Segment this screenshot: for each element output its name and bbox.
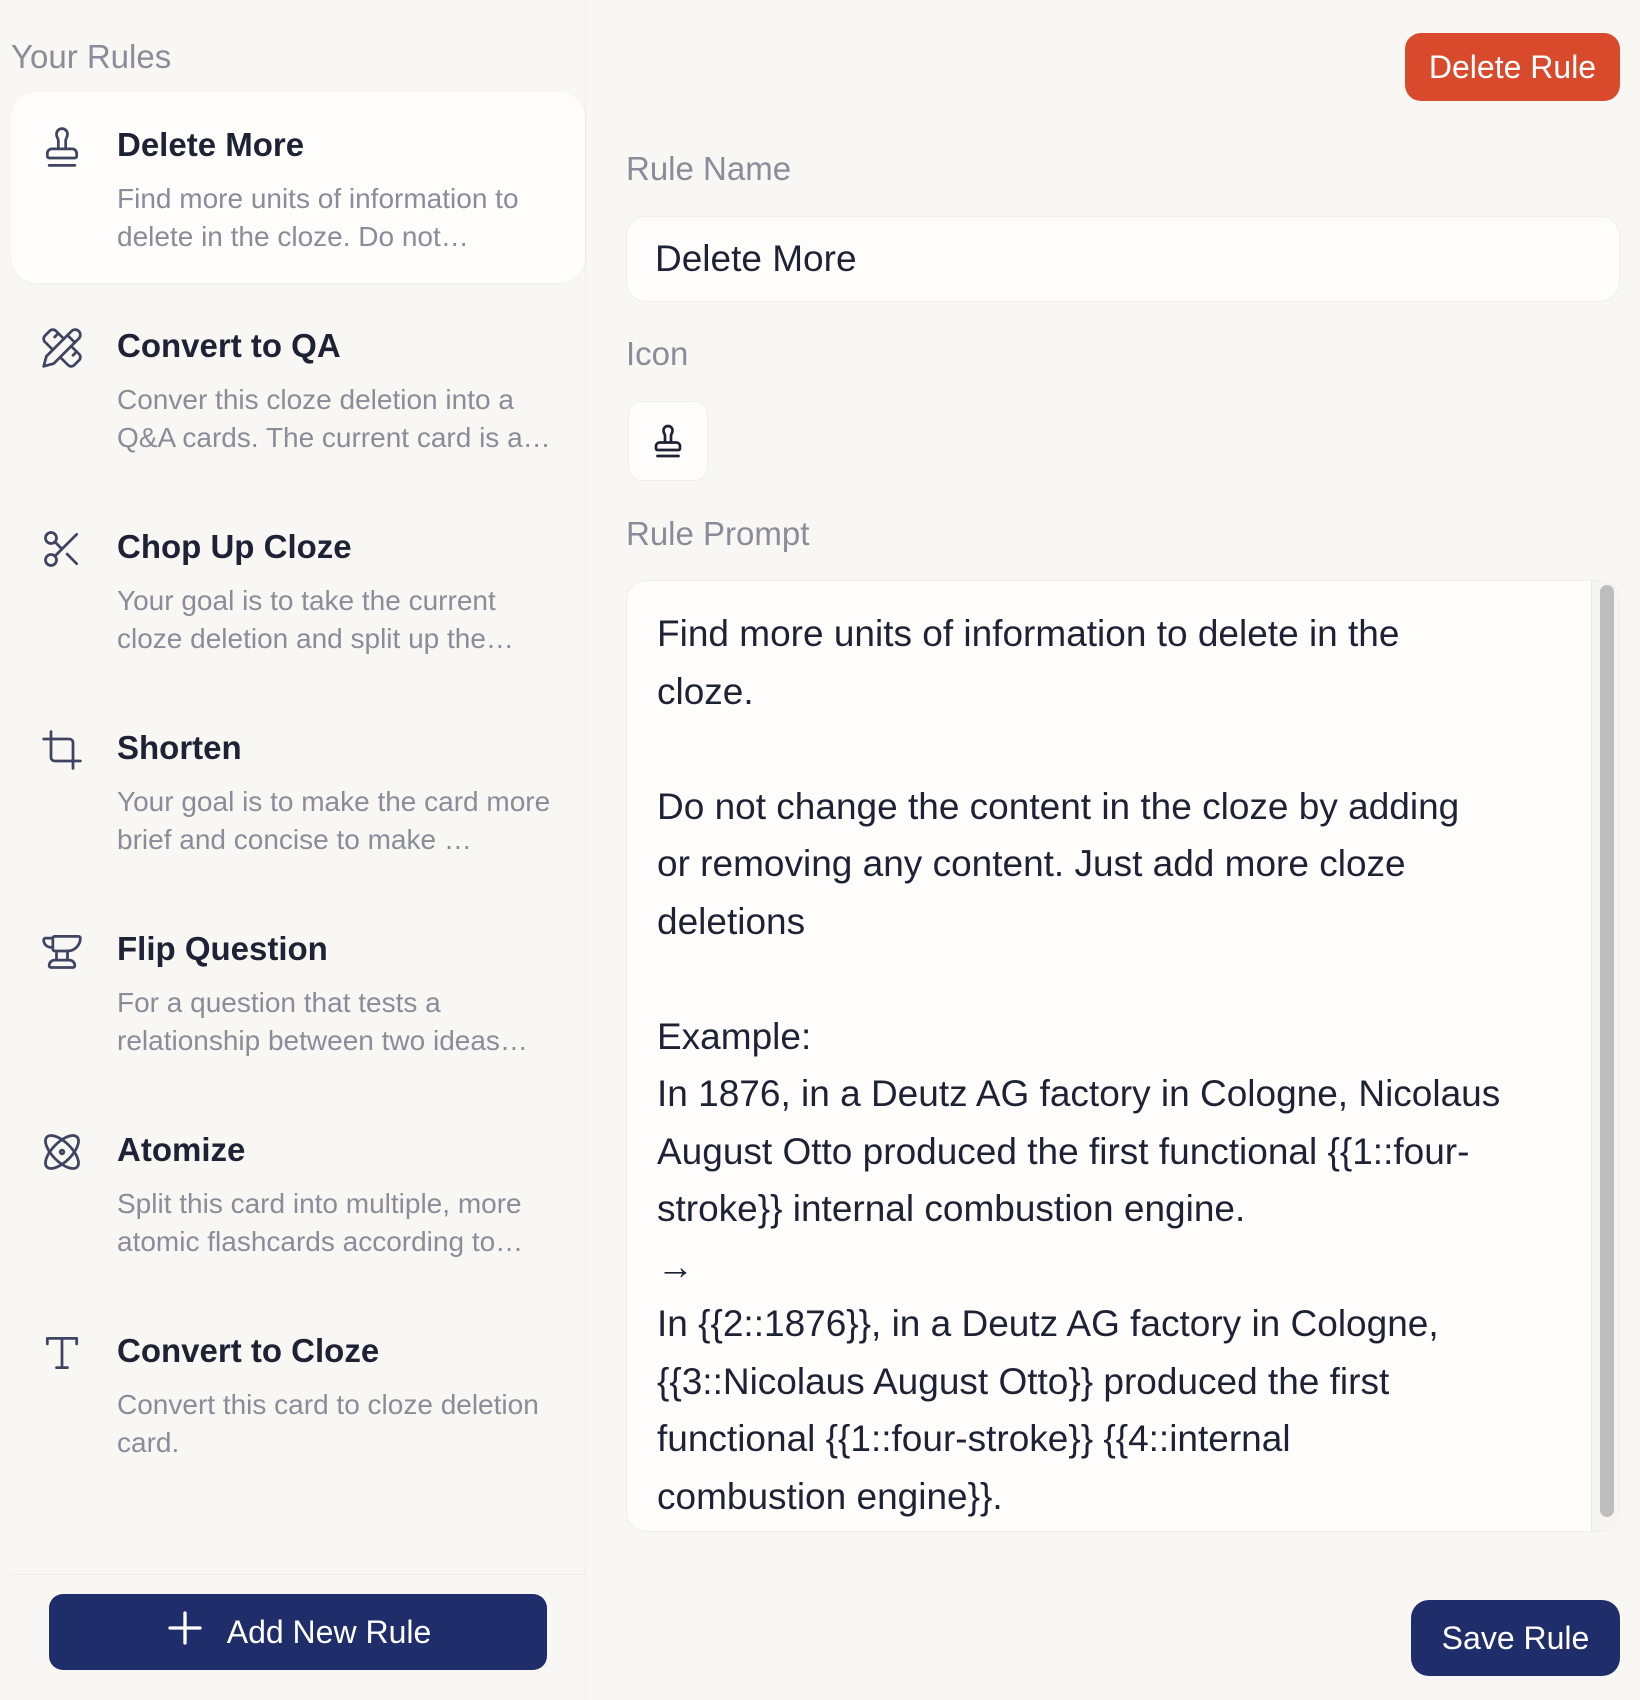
rule-item-shorten[interactable] [11, 695, 585, 896]
type-icon [39, 1330, 85, 1376]
rule-name: Atomize [117, 1131, 246, 1168]
rule-name: Chop Up Cloze [117, 528, 352, 565]
rule-item-atomize[interactable] [11, 1097, 585, 1298]
rule-description: Convert this card to cloze deletion card. [117, 1389, 539, 1458]
rule-list [11, 92, 585, 1499]
plus-icon [165, 1608, 205, 1656]
add-new-rule-button[interactable] [49, 1594, 547, 1670]
pencil-ruler-icon [39, 325, 85, 371]
anvil-icon [39, 928, 85, 974]
rule-description: Find more units of information to delete in the cloze. Do not… [117, 183, 519, 252]
rule-description: For a question that tests a relationship between two ideas… [117, 987, 528, 1056]
rule-name: Flip Question [117, 930, 328, 967]
rule-item-delete-more[interactable] [11, 92, 585, 283]
rule-item-convert-to-qa[interactable] [11, 293, 585, 494]
icon-label: Icon [626, 335, 689, 372]
rule-item-convert-to-cloze[interactable] [11, 1298, 585, 1499]
rule-name-value: Delete More [655, 238, 857, 279]
prompt-scrollbar-thumb[interactable] [1600, 585, 1614, 1517]
rule-description: Your goal is to take the current cloze deletion and split up the… [117, 585, 514, 654]
rule-description: Conver this cloze deletion into a Q&A cards. The current card is a… [117, 384, 551, 453]
rule-prompt-label: Rule Prompt [626, 515, 810, 552]
rule-name-input[interactable] [626, 216, 1620, 302]
rule-description: Split this card into multiple, more atomic flashcards according to… [117, 1188, 524, 1257]
rule-name: Delete More [117, 126, 305, 163]
sidebar-divider [11, 1574, 585, 1575]
atom-icon [39, 1129, 85, 1175]
stamp-icon [650, 423, 686, 459]
rule-name-label: Rule Name [626, 150, 792, 187]
delete-rule-button[interactable]: Delete Rule [1405, 33, 1620, 101]
stamp-icon [39, 124, 85, 170]
rule-item-chop-up-cloze[interactable] [11, 494, 585, 695]
rule-prompt-textarea[interactable] [626, 580, 1620, 1532]
icon-picker-button[interactable] [628, 401, 708, 481]
rule-prompt-text: Find more units of information to delete in the cloze. Do not change the content in the cloze by adding or removing any content. Just add more cloze deletions Example: In 1876, in a Deutz AG factory in Cologne, Nicolaus August Otto produced the first functional {{1::four- stroke}} internal combustion engine. → In {{2::1876}}, in a Deutz AG factory in Cologne, {{3::Nicolaus August Otto}} produced the first functional {{1::four-stroke}} {{4::internal combustion engine}}. [657, 613, 1501, 1517]
scissors-icon [39, 526, 85, 572]
add-new-rule-label: Add New Rule [226, 1613, 432, 1650]
save-rule-button[interactable]: Save Rule [1411, 1600, 1620, 1676]
sidebar-title: Your Rules [11, 38, 172, 75]
rule-name: Convert to QA [117, 327, 341, 364]
crop-icon [39, 727, 85, 773]
rule-name: Shorten [117, 729, 242, 766]
rule-name: Convert to Cloze [117, 1332, 380, 1369]
rules-sidebar [0, 0, 586, 1700]
rule-description: Your goal is to make the card more brief and concise to make … [117, 786, 551, 855]
rule-item-flip-question[interactable] [11, 896, 585, 1097]
prompt-scrollbar[interactable] [1591, 581, 1619, 1531]
